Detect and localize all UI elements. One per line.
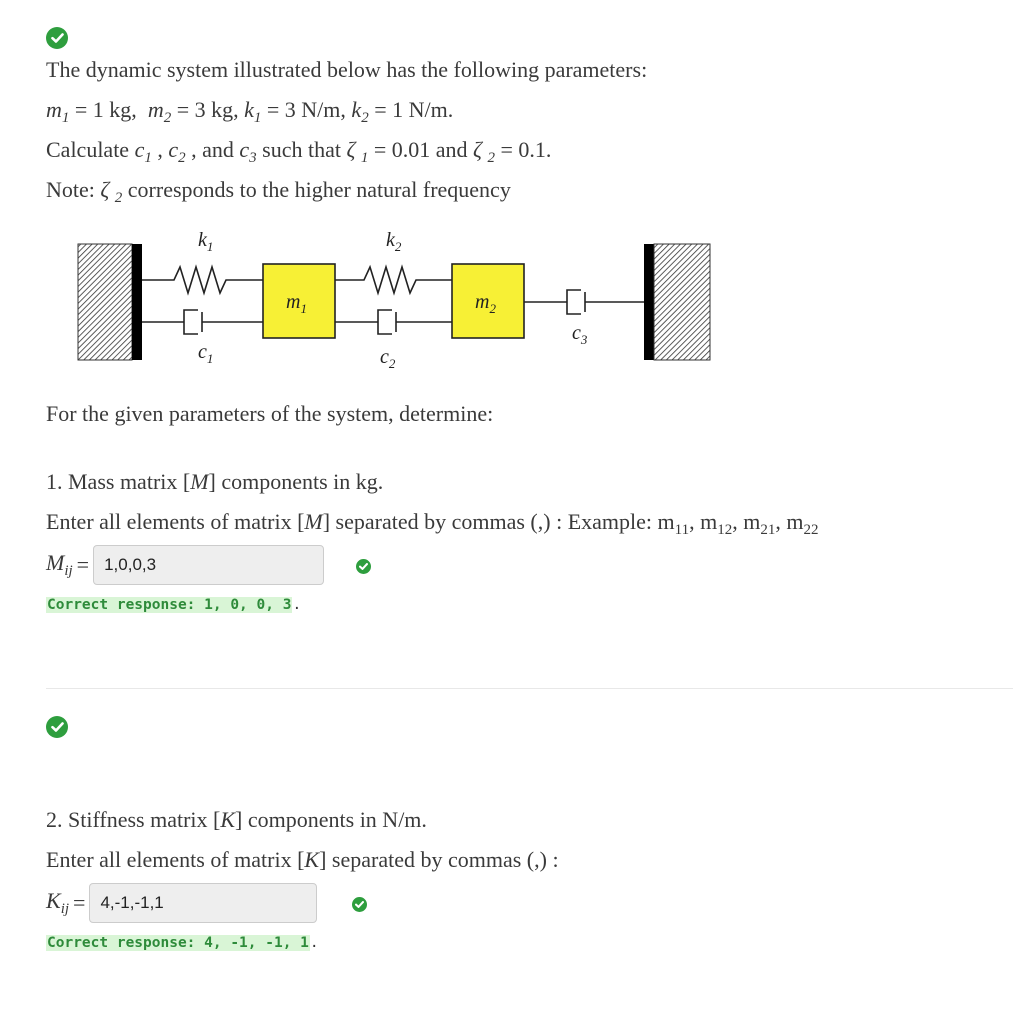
stiffness-matrix-input[interactable]: 4,-1,-1,1 <box>89 883 317 923</box>
equals-sign: = <box>76 552 90 577</box>
check-circle-icon <box>46 716 68 738</box>
spring-mass-damper-diagram <box>74 222 714 368</box>
mass-matrix-variable: $M_{ij}$ <box>46 550 73 579</box>
label-k1: $k_1$ <box>198 229 214 254</box>
mass-matrix-input[interactable]: 1,0,0,3 <box>93 545 324 585</box>
left-wall-face <box>132 244 142 360</box>
problem-task: Calculate $c_1$ , $c_2$ , and $c_3$ such that ζ $_1$ = 0.01 and ζ $_2$ = 0.1. <box>46 137 552 166</box>
problem-intro: The dynamic system illustrated below has the following parameters: <box>46 57 648 82</box>
stiffness-matrix-variable: $K_{ij}$ <box>46 888 70 917</box>
check-circle-icon <box>46 27 68 49</box>
question-2-answer-row <box>46 883 317 923</box>
label-k2: $k_2$ <box>386 229 402 254</box>
question-1-correct-response: Correct response: 1, 0, 0, 3. <box>47 597 302 613</box>
determine-heading: For the given parameters of the system, determine: <box>46 401 494 426</box>
label-c2: $c_2$ <box>380 346 396 368</box>
section-divider <box>46 688 1013 689</box>
left-wall <box>78 244 132 360</box>
spring-k2 <box>335 267 452 293</box>
right-wall-face <box>644 244 654 360</box>
label-c1: $c_1$ <box>198 341 214 366</box>
question-1-instruction: Enter all elements of matrix [M] separated by commas (,) : Example: $m_{11}$, $m_{12}$, $m_{21}$, $m_{22}$ <box>46 509 819 538</box>
problem-parameters: $m_1 = 1$ kg, $m_2 = 3$ kg, $k_1 = 3$ N/m, $k_2 = 1$ N/m. <box>46 97 454 126</box>
damper-c3 <box>524 290 644 314</box>
question-1-title: 1. Mass matrix [M] components in kg. <box>46 469 384 494</box>
question-1-answer-row <box>46 545 324 585</box>
damper-c2 <box>335 310 452 334</box>
label-c3: $c_3$ <box>572 322 588 347</box>
spring-k1 <box>142 267 263 293</box>
question-2-correct-response: Correct response: 4, -1, -1, 1. <box>47 935 319 951</box>
problem-note: Note: ζ $_2$ corresponds to the higher natural frequency <box>46 177 511 206</box>
equals-sign: = <box>73 890 86 915</box>
damper-c1 <box>142 310 263 334</box>
question-2-instruction: Enter all elements of matrix [K] separated by commas (,) : <box>46 847 559 872</box>
question-2-title: 2. Stiffness matrix [K] components in N/m. <box>46 807 427 832</box>
check-circle-icon <box>356 559 371 574</box>
label-m1: $m_1$ <box>286 291 307 316</box>
check-circle-icon <box>352 897 367 912</box>
right-wall <box>654 244 710 360</box>
label-m2: $m_2$ <box>475 291 496 316</box>
